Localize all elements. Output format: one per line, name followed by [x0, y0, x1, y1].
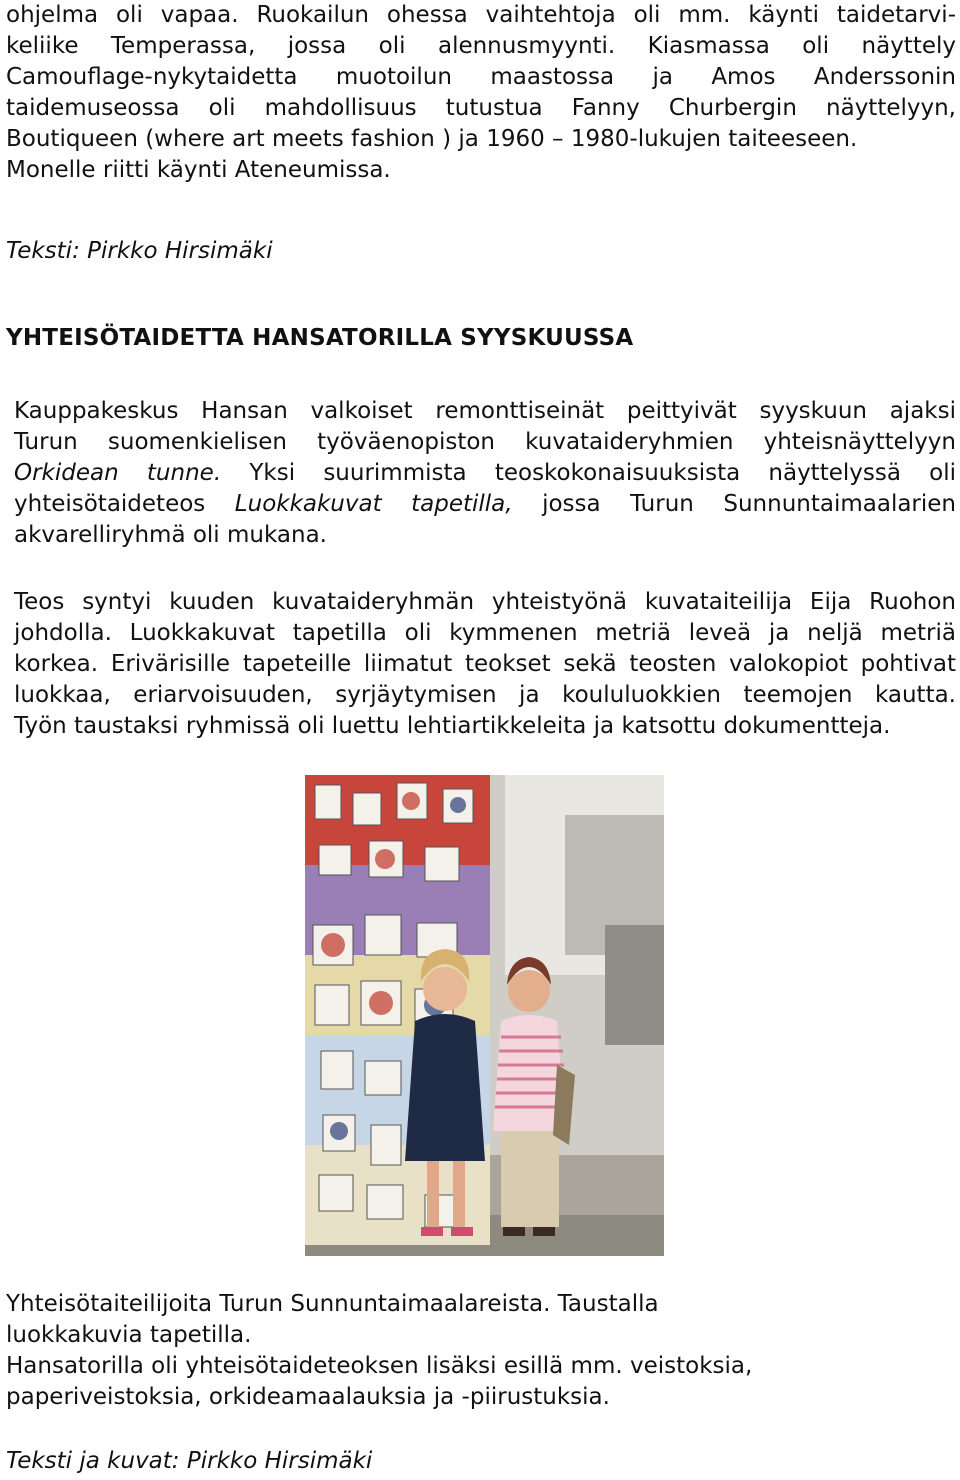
exhibition-title: Orkidean tunne. [14, 460, 222, 486]
paragraph-text: jossa Turun Sunnuntaimaalarien [542, 491, 957, 517]
article-paragraph-2 [14, 587, 956, 742]
paragraph-line: akvarelliryhmä oli mukana. [14, 522, 327, 548]
caption-line: luokkakuvia tapetilla. [6, 1322, 252, 1348]
paragraph-text: Yksi suurimmista teoskokonaisuuksista näyttelyssä oli [249, 460, 957, 486]
artwork-title: Luokkakuvat tapetilla, [234, 491, 513, 517]
intro-line: Monelle riitti käynti Ateneumissa. [6, 157, 391, 183]
intro-line: keliike Temperassa, jossa oli alennusmyynti. Kiasmassa oli näyttely [6, 33, 956, 59]
intro-line: ohjelma oli vapaa. Ruokailun ohessa vaihtehtoja oli mm. käynti taidetarvi- [6, 2, 956, 28]
author-byline: Teksti: Pirkko Hirsimäki [6, 238, 273, 264]
paragraph-line [14, 458, 956, 489]
author-byline-footer: Teksti ja kuvat: Pirkko Hirsimäki [6, 1448, 373, 1474]
intro-line: taidemuseossa oli mahdollisuus tutustua Fanny Churbergin näyttelyyn, [6, 95, 956, 121]
paragraph-line: Teos syntyi kuuden kuvataideryhmän yhteistyönä kuvataiteilija Eija Ruohon [14, 589, 956, 615]
paragraph-line: Työn taustaksi ryhmissä oli luettu lehtiartikkeleita ja katsottu dokumentteja. [14, 713, 891, 739]
caption-line: paperiveistoksia, orkideamaalauksia ja -piirustuksia. [6, 1384, 610, 1410]
paragraph-line: johdolla. Luokkakuvat tapetilla oli kymmenen metriä leveä ja neljä metriä [14, 620, 956, 646]
exhibition-photo [305, 775, 664, 1256]
article-headline: YHTEISÖTAIDETTA HANSATORILLA SYYSKUUSSA [6, 325, 634, 351]
paragraph-line: luokkaa, eriarvoisuuden, syrjäytymisen ja koululuokkien teemojen kautta. [14, 682, 956, 708]
caption-line: Hansatorilla oli yhteisötaideteoksen lisäksi esillä mm. veistoksia, [6, 1353, 753, 1379]
paragraph-line: Turun suomenkielisen työväenopiston kuvataideryhmien yhteisnäyttelyyn [14, 429, 956, 455]
paragraph-line: Kauppakeskus Hansan valkoiset remonttiseinät peittyivät syyskuun ajaksi [14, 398, 956, 424]
caption-line: Yhteisötaiteilijoita Turun Sunnuntaimaalareista. Taustalla [6, 1291, 659, 1317]
intro-line: Boutiqueen (where art meets fashion ) ja 1960 – 1980-lukujen taiteeseen. [6, 126, 858, 152]
intro-line: Camouflage-nykytaidetta muotoilun maastossa ja Amos Anderssonin [6, 64, 956, 90]
paragraph-text: yhteisötaideteos [14, 491, 206, 517]
photo-caption [6, 1289, 752, 1413]
article-paragraph-1 [14, 396, 956, 551]
photo-illustration [305, 775, 664, 1256]
paragraph-line: korkea. Erivärisille tapeteille liimatut teokset sekä teosten valokopiot pohtivat [14, 651, 956, 677]
intro-paragraph [6, 0, 956, 186]
paragraph-line [14, 489, 956, 520]
